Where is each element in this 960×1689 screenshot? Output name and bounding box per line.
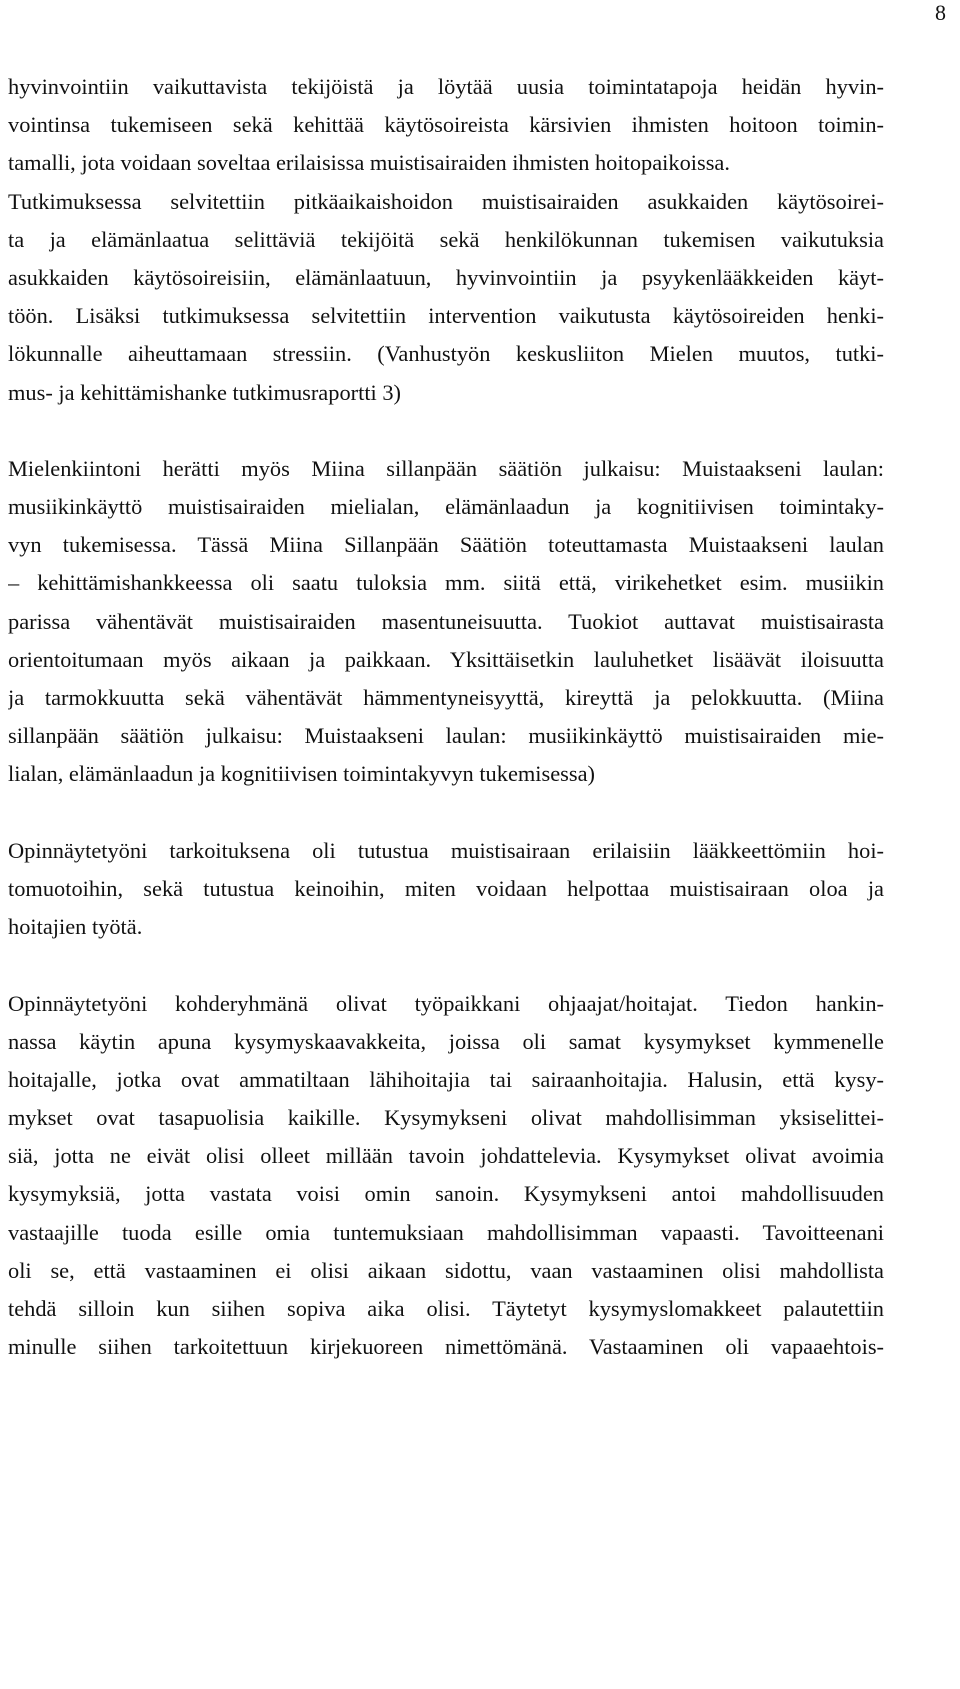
document-body — [8, 68, 884, 1366]
text-line: Opinnäytetyöni kohderyhmänä olivat työpaikkani ohjaajat/hoitajat. Tiedon hankin- — [8, 990, 884, 1016]
text-line: siä, jotta ne eivät olisi olleet millään tavoin johdattelevia. Kysymykset olivat avoimia — [8, 1143, 884, 1169]
text-line: vyn tukemisessa. Tässä Miina Sillanpään Säätiön toteuttamasta Muistaakseni laulan — [8, 532, 884, 558]
text-line: sillanpään säätiön julkaisu: Muistaakseni laulan: musiikinkäyttö muistisairaiden mie- — [8, 723, 884, 749]
text-line: tehdä silloin kun siihen sopiva aika olisi. Täytetyt kysymyslomakkeet palautettiin — [8, 1296, 884, 1321]
text-line: orientoitumaan myös aikaan ja paikkaan. Yksittäisetkin lauluhetket lisäävät iloisuutta — [8, 646, 884, 672]
paragraph-2 — [8, 450, 884, 794]
page-number: 8 — [935, 0, 946, 25]
text-line: ja tarmokkuutta sekä vähentävät hämmentyneisyyttä, kireyttä ja pelokkuutta. (Miina — [8, 685, 884, 710]
text-line: mykset ovat tasapuolisia kaikille. Kysymykseni olivat mahdollisimman yksiselittei- — [8, 1105, 884, 1131]
text-line: tamalli, jota voidaan soveltaa erilaisissa muistisairaiden ihmisten hoitopaikoissa. — [8, 150, 730, 176]
text-line: lialan, elämänlaadun ja kognitiivisen toimintakyvyn tukemisessa) — [8, 761, 595, 787]
paragraph-gap — [8, 412, 884, 450]
text-line: oli se, että vastaaminen ei olisi aikaan sidottu, vaan vastaaminen olisi mahdollista — [8, 1257, 884, 1283]
text-line: Opinnäytetyöni tarkoituksena oli tutustua muistisairaan erilaisiin lääkkeettömiin hoi- — [8, 837, 884, 863]
text-line: hoitajien työtä. — [8, 914, 143, 940]
text-line: vastaajille tuoda esille omia tuntemuksiaan mahdollisimman vapaasti. Tavoitteenani — [8, 1219, 884, 1245]
text-line: mus- ja kehittämishanke tutkimusraportti 3) — [8, 379, 402, 405]
text-line: Tutkimuksessa selvitettiin pitkäaikaishoidon muistisairaiden asukkaiden käytösoirei- — [8, 188, 884, 214]
paragraph-4 — [8, 985, 884, 1367]
text-line: – kehittämishankkeessa oli saatu tuloksia mm. siitä että, virikehetket esim. musiikin — [8, 570, 884, 596]
text-line: asukkaiden käytösoireisiin, elämänlaatuun, hyvinvointiin ja psyykenlääkkeiden käyt- — [8, 264, 884, 290]
text-line: ta ja elämänlaatua selittäviä tekijöitä sekä henkilökunnan tukemisen vaikutuksia — [8, 226, 884, 252]
text-line: kysymyksiä, jotta vastata voisi omin sanoin. Kysymykseni antoi mahdollisuuden — [8, 1181, 884, 1207]
paragraph-gap — [8, 946, 884, 984]
text-line: tomuotoihin, sekä tutustua keinoihin, miten voidaan helpottaa muistisairaan oloa ja — [8, 875, 884, 901]
text-line: töön. Lisäksi tutkimuksessa selvitettiin intervention vaikutusta käytösoireiden henki- — [8, 303, 884, 329]
text-line: Mielenkiintoni herätti myös Miina sillanpään säätiön julkaisu: Muistaakseni laulan: — [8, 455, 884, 481]
text-line: hyvinvointiin vaikuttavista tekijöistä ja löytää uusia toimintatapoja heidän hyvin- — [8, 74, 884, 99]
paragraph-gap — [8, 794, 884, 832]
text-line: musiikinkäyttö muistisairaiden mielialan, elämänlaadun ja kognitiivisen toimintaky- — [8, 494, 884, 520]
paragraph-1 — [8, 68, 884, 412]
text-line: parissa vähentävät muistisairaiden masentuneisuutta. Tuokiot auttavat muistisairasta — [8, 608, 884, 634]
paragraph-3 — [8, 832, 884, 947]
text-line: minulle siihen tarkoitettuun kirjekuoreen nimettömänä. Vastaaminen oli vapaaehtois- — [8, 1334, 884, 1360]
text-line: lökunnalle aiheuttamaan stressiin. (Vanhustyön keskusliiton Mielen muutos, tutki- — [8, 341, 884, 367]
text-line: vointinsa tukemiseen sekä kehittää käytösoireista kärsivien ihmisten hoitoon toimin- — [8, 112, 884, 138]
text-line: hoitajalle, jotka ovat ammatiltaan lähihoitajia tai sairaanhoitajia. Halusin, että kysy- — [8, 1066, 884, 1092]
text-line: nassa käytin apuna kysymyskaavakkeita, joissa oli samat kysymykset kymmenelle — [8, 1028, 884, 1054]
